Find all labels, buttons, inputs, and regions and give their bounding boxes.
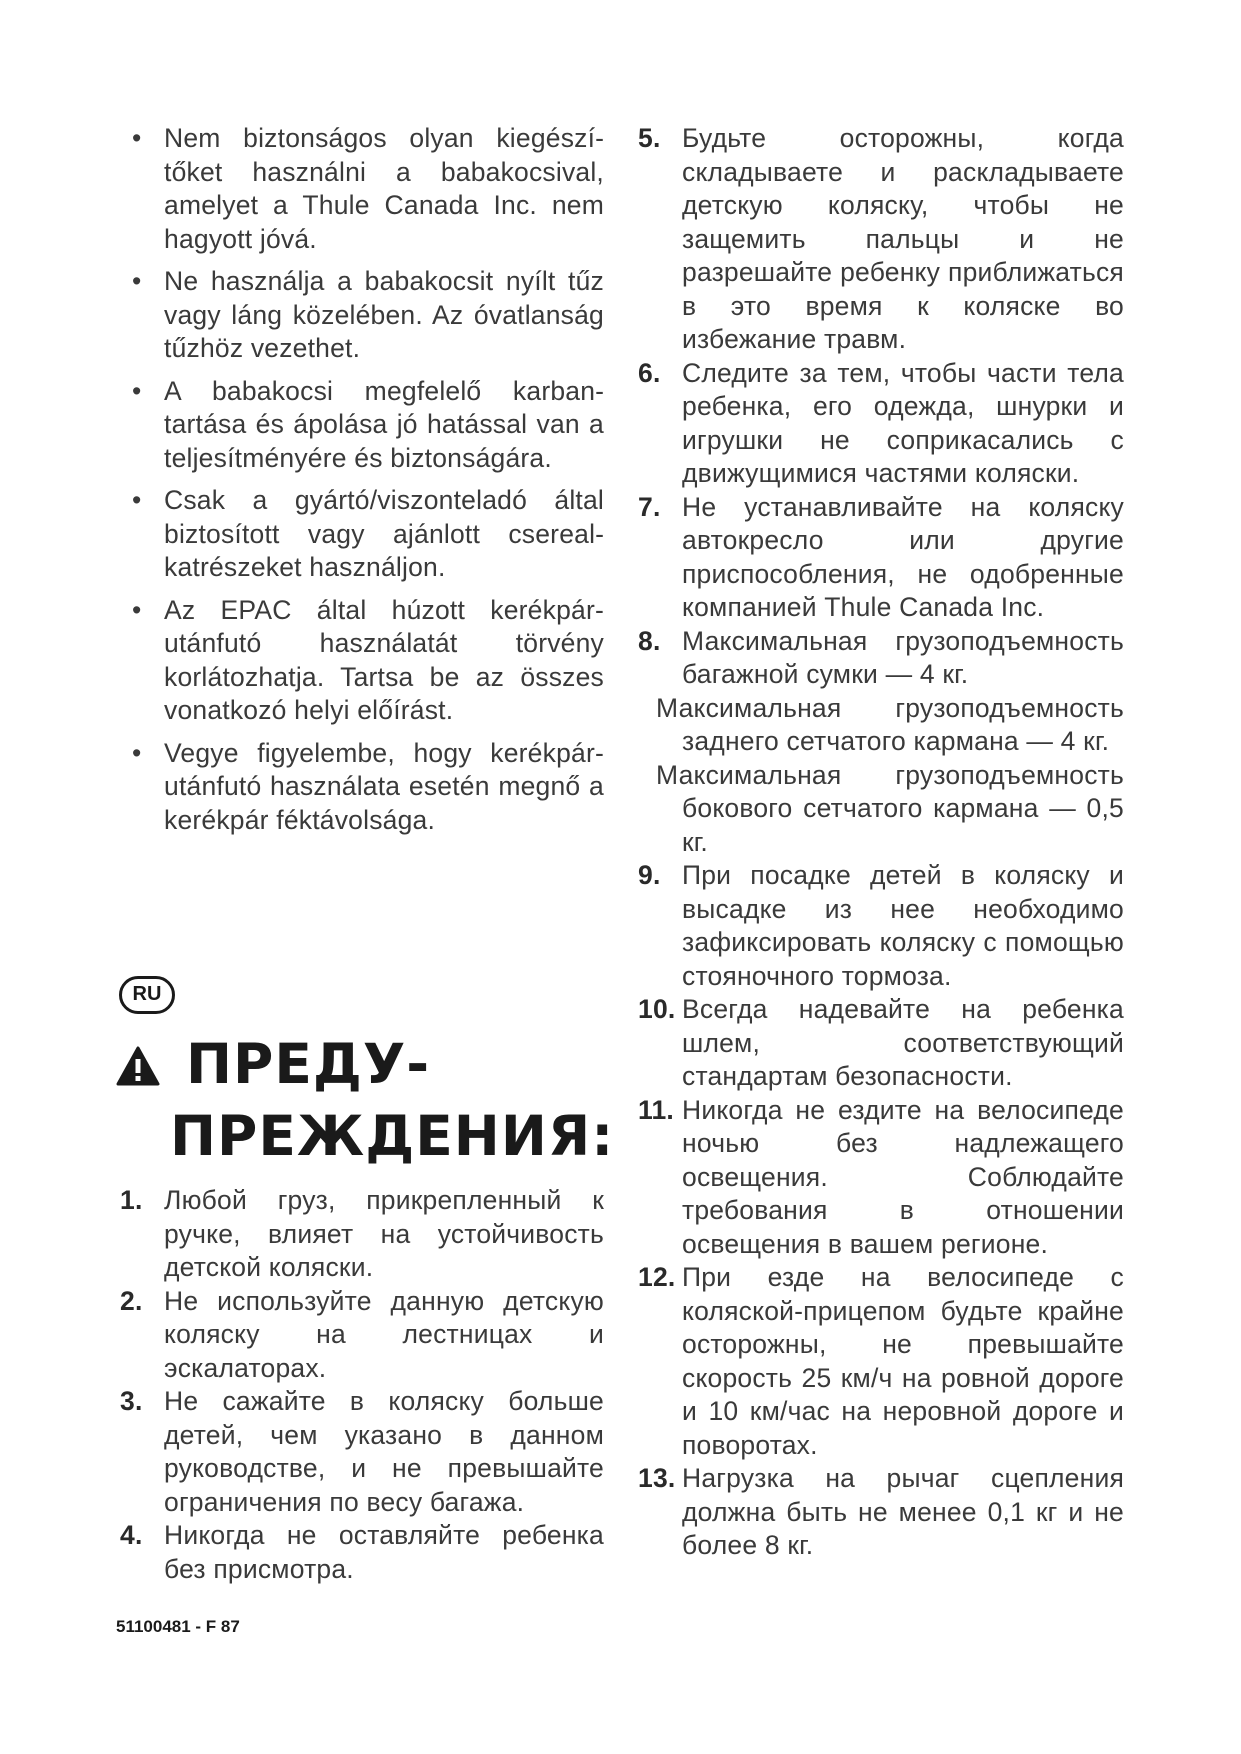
list-item: [638, 1094, 1124, 1262]
warning-triangle-icon: [116, 1046, 160, 1086]
hungarian-warnings: [120, 122, 604, 846]
item-number: 9.: [638, 860, 661, 890]
capacity-note: Максимальная грузоподъемность заднего сетчатого кармана — 4 кг.: [656, 692, 1124, 756]
item-number: 8.: [638, 625, 661, 656]
item-number: 2.: [120, 1285, 143, 1316]
item-text: Не сажайте в коляску больше детей, чем указано в данном руководстве, и не превышайте ограничения по весу багажа.: [164, 1386, 604, 1517]
list-item: [638, 357, 1124, 491]
bullet-item: [120, 375, 604, 476]
list-item: [638, 1261, 1124, 1462]
bullet-text: Nem biztonságos olyan kiegészítőket használni a babakocsival, amelyet a Thule Canada Inc. nem hagyott jóvá.: [164, 123, 604, 254]
item-number: 12.: [638, 1262, 676, 1292]
bullet-text: Csak a gyártó/viszonteladó által biztosított vagy ajánlott cserealkatrészeket használjon.: [164, 485, 604, 582]
list-item: [120, 1519, 604, 1586]
list-item: [120, 1385, 604, 1519]
item-number: 11.: [638, 1094, 674, 1125]
numbered-list: [638, 122, 1124, 692]
list-item: [120, 1285, 604, 1386]
language-badge: RU: [119, 976, 175, 1014]
page-footer: 51100481 - F 87: [116, 1617, 240, 1636]
item-text: При посадке детей в коляску и высадке из нее необходимо зафиксировать коляску с помощью стояночного тормоза.: [682, 860, 1124, 991]
item-text: Не устанавливайте на коляску автокресло или другие приспособления, не одобренные компанией Thule Canada Inc.: [682, 491, 1124, 622]
bullet-dot: •: [132, 737, 142, 768]
item-text: Никогда не ездите на велосипеде ночью без надлежащего освещения. Соблюдайте требования в отношении освещения в вашем регионе.: [682, 1094, 1124, 1259]
item-number: 13.: [638, 1463, 676, 1493]
title-line-1: ПРЕДУ-: [186, 1032, 431, 1096]
list-item: [638, 625, 1124, 692]
item-text: Нагрузка на рычаг сцепления должна быть не менее 0,1 кг и не более 8 кг.: [682, 1463, 1124, 1560]
list-item: [638, 993, 1124, 1094]
item-number: 7.: [638, 491, 661, 522]
item-text: Следите за тем, чтобы части тела ребенка, его одежда, шнурки и игрушки не соприкасались с движущимися частями коляски.: [682, 357, 1124, 488]
capacity-notes: [638, 692, 1124, 860]
item-text: Не используйте данную детскую коляску на лестницах и эскалаторах.: [164, 1285, 604, 1383]
bullet-text: Vegye figyelembe, hogy kerékpár-utánfutó használata esetén megnő a kerékpár féktávolsága.: [164, 737, 604, 835]
numbered-list: [638, 859, 1124, 1563]
bullet-dot: •: [132, 375, 142, 406]
item-number: 6.: [638, 357, 661, 388]
bullet-item: [120, 122, 604, 256]
bullet-dot: •: [132, 266, 142, 296]
bullet-dot: •: [132, 594, 142, 625]
bullet-text: A babakocsi megfelelő karbantartása és ápolása jó hatással van a teljesítményére és biztonságára.: [164, 375, 604, 473]
bullet-dot: •: [132, 123, 142, 153]
list-item: [638, 491, 1124, 625]
page-title: [170, 1028, 615, 1172]
bullet-text: Az EPAC által húzott kerékpár-utánfutó használatát törvény korlátozhatja. Tartsa be az összes vonatkozó helyi előírást.: [164, 594, 604, 725]
item-number: 3.: [120, 1386, 143, 1416]
bullet-dot: •: [132, 485, 142, 515]
item-number: 1.: [120, 1185, 143, 1215]
item-text: Всегда надевайте на ребенка шлем, соответствующий стандартам безопасности.: [682, 994, 1124, 1091]
capacity-note: Максимальная грузоподъемность бокового сетчатого кармана — 0,5 кг.: [656, 759, 1124, 857]
bullet-text: Ne használja a babakocsit nyílt tűz vagy láng közelében. Az óvatlanság tűzhöz vezethet.: [164, 266, 604, 363]
item-number: 4.: [120, 1520, 143, 1550]
list-item: [638, 859, 1124, 993]
bullet-list: [120, 122, 604, 837]
item-number: 10.: [638, 994, 676, 1024]
list-item: [120, 1184, 604, 1285]
item-text: Будьте осторожны, когда складываете и раскладываете детскую коляску, чтобы не защемить пальцы и не разрешайте ребенку приближаться в это время к коляске во избежание травм.: [682, 123, 1124, 354]
list-item: [638, 1462, 1124, 1563]
russian-warnings-left: [120, 1184, 604, 1586]
russian-warnings-right: [638, 122, 1124, 1563]
item-number: 5.: [638, 123, 661, 153]
list-item: [638, 122, 1124, 357]
item-text: Максимальная грузоподъемность багажной сумки — 4 кг.: [682, 625, 1124, 689]
item-text: Никогда не оставляйте ребенка без присмотра.: [164, 1520, 604, 1584]
numbered-list: [120, 1184, 604, 1586]
bullet-item: [120, 484, 604, 585]
title-line-2: ПРЕЖДЕНИЯ:: [170, 1104, 615, 1168]
item-text: Любой груз, прикрепленный к ручке, влияет на устойчивость детской коляски.: [164, 1185, 604, 1282]
bullet-item: [120, 265, 604, 366]
bullet-item: [120, 737, 604, 838]
bullet-item: [120, 594, 604, 728]
item-text: При езде на велосипеде с коляской-прицепом будьте крайне осторожны, не превышайте скорость 25 км/ч на ровной дороге и 10 км/час на неровной дороге и поворотах.: [682, 1262, 1124, 1460]
